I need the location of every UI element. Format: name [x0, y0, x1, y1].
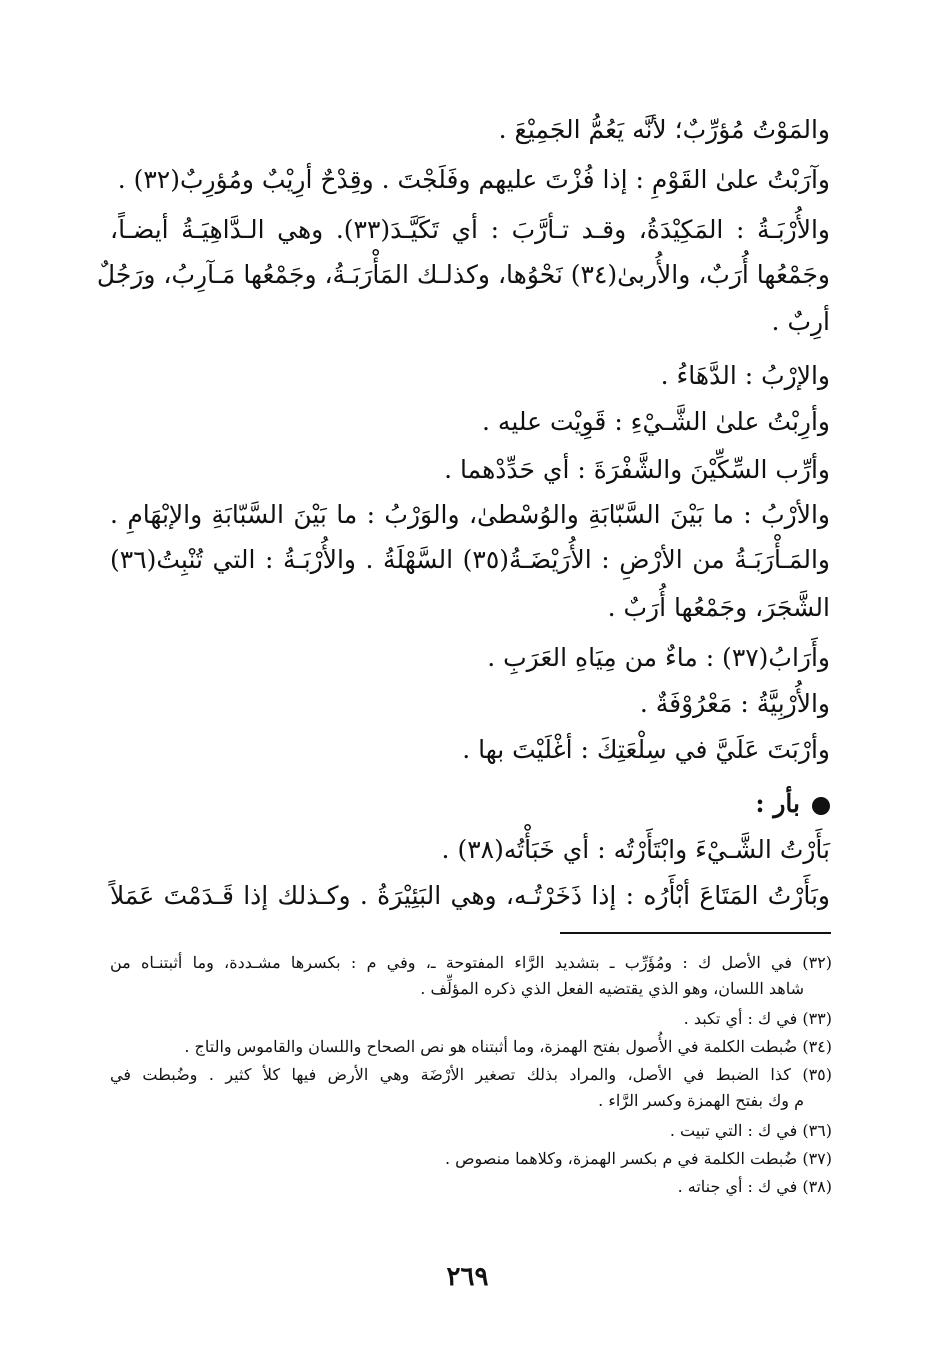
bullet-icon — [812, 797, 830, 815]
text-line: وجَمْعُها أُرَبٌ، والأُربىٰ(٣٤) نَحْوُها، وكذلـك المَأْرَبَـةُ، وجَمْعُها مَـآرِبُ، ورَجُلٌ — [96, 260, 830, 289]
footnote-line: (٣٨) في ك : أي جناته . — [677, 1177, 832, 1196]
footnote-line: (٣٦) في ك : التي تبيت . — [669, 1121, 832, 1140]
footnote-line: شاهد اللسان، وهو الذي يقتضيه الفعل الذي ذكره المؤلِّف . — [420, 979, 804, 998]
text-line: وأرْبَتَ عَلَيَّ في سِلْعَتِكَ : أغْلَيْتَ بها . — [462, 735, 830, 764]
text-line: والمَوْتُ مُؤرِّبٌ؛ لأنَّه يَعُمُّ الجَمِيْعَ . — [498, 115, 830, 144]
text-line: أرِبٌ . — [771, 307, 830, 336]
text-line: وأرِّب السِّكِّيْنَ والشَّفْرَةَ : أي حَدِّدْهما . — [444, 455, 830, 484]
text-line: وبَأَرْتُ المَتَاعَ أبْأَرُه : إذا ذَخَرْتُـه، وهي البَئِيْرَةُ . وكـذلك إذا قَـدَمْتَ عَمَلاً — [110, 881, 830, 910]
section-heading-label: بأر : — [755, 789, 800, 818]
text-line: الشَّجَرَ، وجَمْعُها أُرَبٌ . — [607, 593, 830, 622]
text-line: والأُرْبِيَّةُ : مَعْرُوْفَةٌ . — [639, 689, 830, 718]
text-line: وأَرَابُ(٣٧) : ماءٌ من مِيَاهِ العَرَبِ . — [487, 643, 830, 672]
text-line: بَأَرْتُ الشَّـيْءَ وابْتَأَرْتُه : أي خَبَأْتُه(٣٨) . — [441, 835, 830, 864]
footnote-line: (٣٥) كذا الضبط في الأصل، والمراد بذلك تصغير الأرْضَة وهي الأرض فيها كلأ كثير . وضُبطت في — [110, 1065, 832, 1084]
text-line: والأرْبُ : ما بَيْنَ السَّبّابَةِ والوُسْطىٰ، والوَرْبُ : ما بَيْنَ السَّبّابَةِ والإبْهَامِ . — [110, 500, 830, 529]
footnote-line: (٣٤) ضُبطت الكلمة في الأُصول بفتح الهمزة، وما أثبتناه هو نص الصحاح واللسان والقاموس والتاج . — [184, 1037, 832, 1056]
text-line: والأُرْبَـةُ : المَكِيْدَةُ، وقـد تـأرَّبَ : أي تَكَيَّـدَ(٣٣). وهي الـدَّاهِيَـةُ أيضـاً، — [110, 215, 830, 244]
text-line: وأرِبْتُ علىٰ الشَّـيْءِ : قَوِيْت عليه . — [482, 407, 830, 436]
section-heading — [755, 786, 830, 822]
page-number: ٢٦٩ — [446, 1262, 489, 1292]
footnote-divider — [560, 932, 831, 934]
text-line: والمَـأْرَبَـةُ من الأرْضِ : الأُرَيْضَـةُ(٣٥) السَّهْلَةُ . والأُرْبَـةُ : التي تُنْبِتُ(٣٦) — [110, 545, 830, 574]
footnote-line: (٣٧) ضُبطت الكلمة في م بكسر الهمزة، وكلاهما منصوص . — [444, 1149, 832, 1168]
text-line: والإرْبُ : الدَّهَاءُ . — [660, 361, 830, 390]
footnote-line: م وك بفتح الهمزة وكسر الرَّاء . — [598, 1091, 804, 1110]
footnote-line: (٣٣) في ك : أي تكبد . — [683, 1009, 832, 1028]
text-line: وآرَبْتُ علىٰ القَوْمِ : إذا فُزْتَ عليهم وفَلَجْتَ . وقِدْحٌ أرِيْبٌ ومُؤرِبٌ(٣٢) . — [117, 165, 830, 194]
footnote-line: (٣٢) في الأصل ك : ومُؤَرِّب ـ بتشديد الرَّاء المفتوحة ـ، وفي م : بكسرها مشـددة، وما أثبتنـاه من — [110, 953, 832, 972]
